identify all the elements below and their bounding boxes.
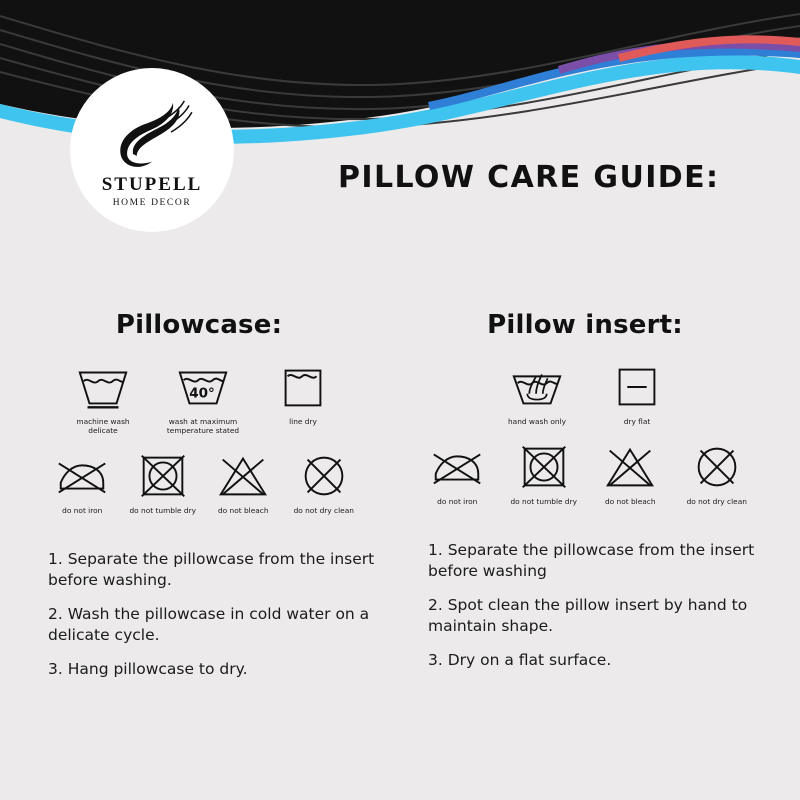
section-pillowcase	[48, 310, 388, 693]
list-item: 3. Hang pillowcase to dry.	[48, 660, 248, 678]
do-not-iron-icon	[420, 442, 495, 506]
icon-caption: do not dry clean	[686, 497, 747, 506]
line-dry-icon	[264, 362, 342, 426]
do-not-bleach-icon	[593, 442, 668, 506]
page-title: PILLOW CARE GUIDE:	[338, 160, 720, 195]
machine-wash-delicate-icon	[64, 362, 142, 435]
icon-caption: machine wash delicate	[76, 417, 130, 435]
logo-brand-name: STUPELL	[101, 173, 203, 195]
wash-40-degrees-icon	[164, 362, 242, 435]
pillow-insert-icon-row-1	[420, 362, 760, 426]
icon-caption: wash at maximum temperature stated	[166, 417, 240, 435]
list-item: 2. Wash the pillowcase in cold water on a delicate cycle.	[48, 605, 370, 644]
stupell-swoosh-logo-icon	[104, 97, 200, 173]
icon-caption: hand wash only	[507, 417, 567, 426]
list-item: 1. Separate the pillowcase from the insert before washing.	[48, 550, 375, 589]
brand-logo-badge	[70, 68, 234, 232]
section-pillow-insert	[420, 310, 760, 684]
icon-caption: line dry	[289, 417, 317, 426]
list-item: 3. Dry on a flat surface.	[428, 651, 612, 669]
pillowcase-heading: Pillowcase:	[115, 310, 283, 340]
logo-brand-tagline: HOME DECOR	[112, 197, 192, 208]
icon-caption: do not iron	[62, 506, 103, 515]
pillowcase-icon-row-1	[48, 362, 388, 435]
icon-caption: dry flat	[623, 417, 651, 426]
icon-caption: do not bleach	[217, 506, 269, 515]
hand-wash-only-icon	[498, 362, 576, 426]
icon-caption: do not bleach	[604, 497, 656, 506]
icon-caption: do not tumble dry	[510, 497, 578, 506]
do-not-dry-clean-icon	[680, 442, 755, 506]
pillow-insert-icon-row-2	[420, 442, 760, 506]
pillowcase-steps	[48, 549, 388, 680]
do-not-iron-icon	[48, 451, 117, 515]
do-not-bleach-icon	[209, 451, 278, 515]
svg-text:40°: 40°	[189, 385, 215, 402]
icon-caption: do not tumble dry	[129, 506, 197, 515]
list-item: 2. Spot clean the pillow insert by hand to maintain shape.	[428, 596, 748, 635]
dry-flat-icon	[598, 362, 676, 426]
do-not-tumble-dry-icon	[507, 442, 582, 506]
icon-caption: do not dry clean	[293, 506, 354, 515]
list-item: 1. Separate the pillowcase from the insert before washing	[428, 541, 755, 580]
pillowcase-icon-row-2	[48, 451, 388, 515]
pillow-insert-steps	[428, 540, 760, 671]
icon-caption: do not iron	[437, 497, 478, 506]
do-not-dry-clean-icon	[290, 451, 359, 515]
do-not-tumble-dry-icon	[129, 451, 198, 515]
pillow-insert-heading: Pillow insert:	[487, 310, 683, 340]
